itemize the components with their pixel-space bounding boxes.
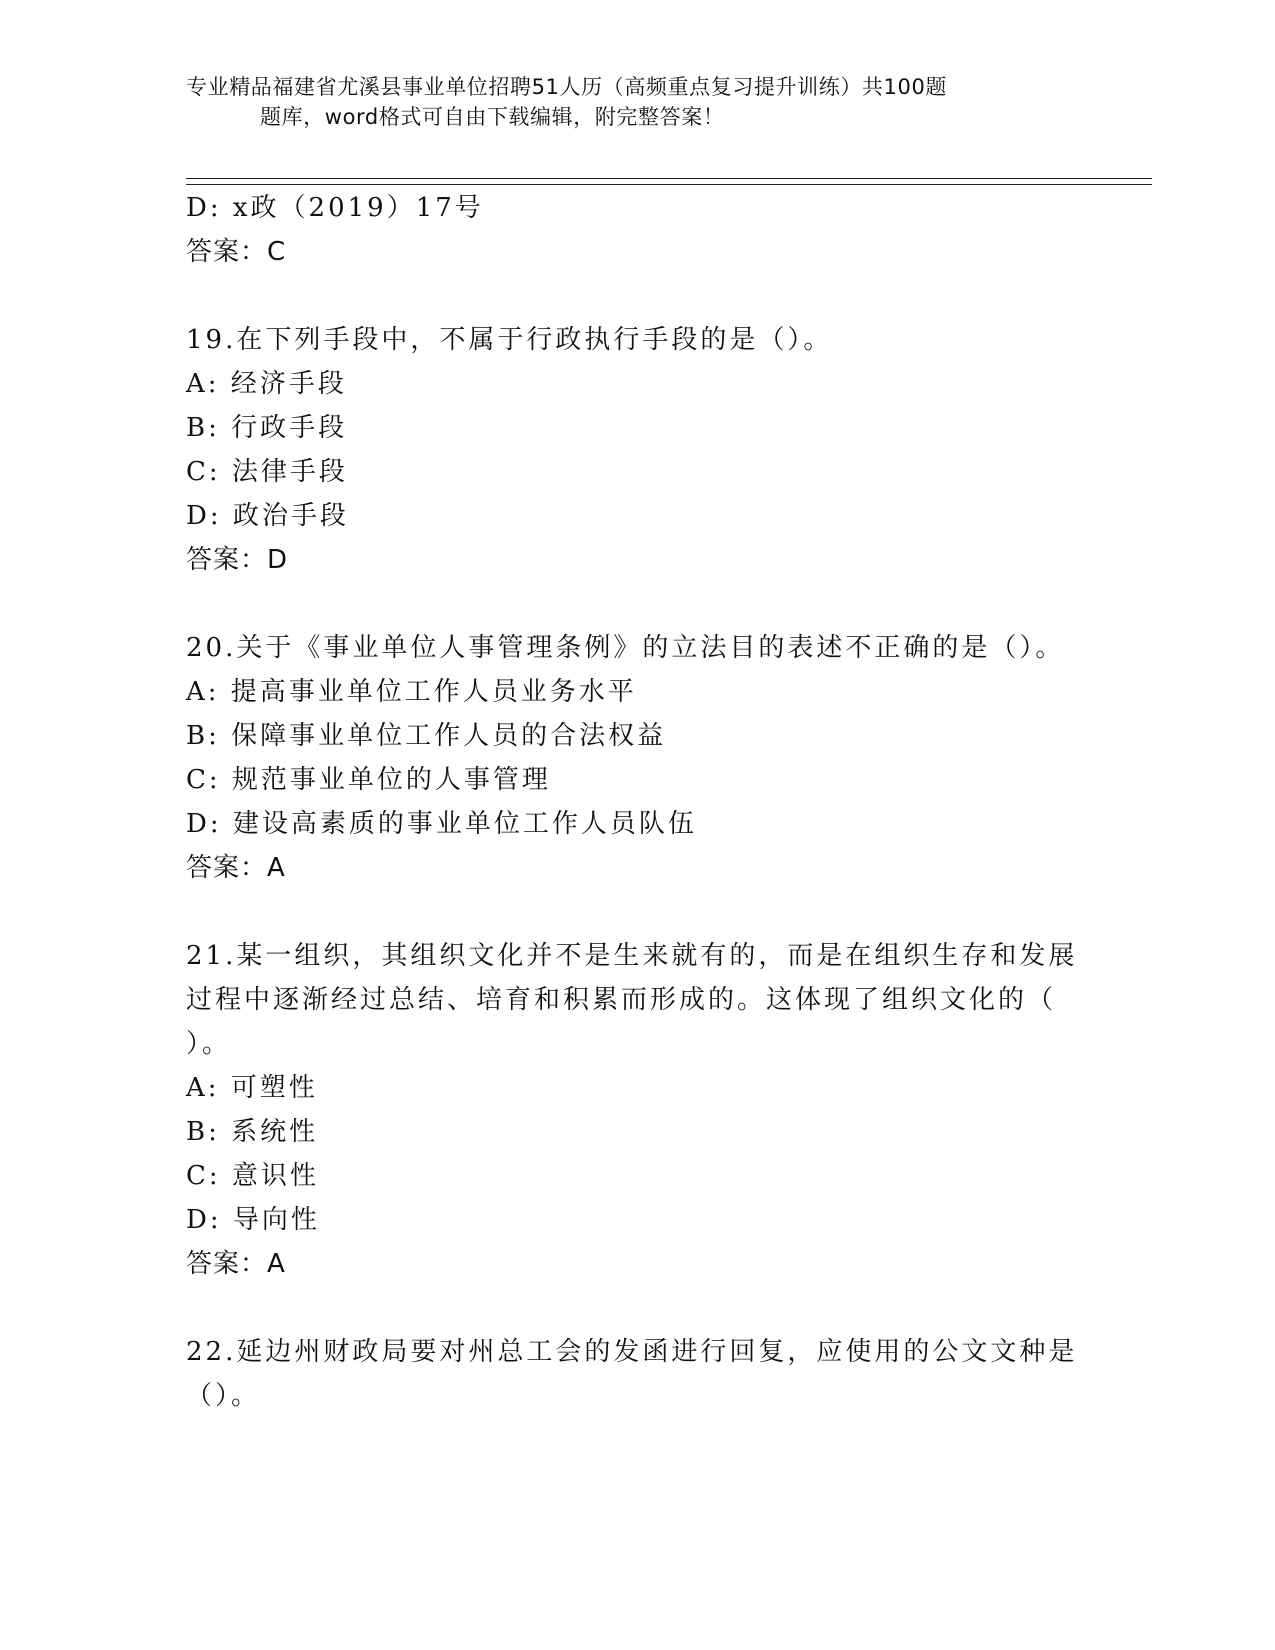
- q19-option-d: D: 政治手段: [186, 501, 349, 531]
- q22-stem-line2: （）。: [186, 1381, 261, 1411]
- q21-option-a: A: 可塑性: [186, 1073, 318, 1103]
- document-header: [186, 72, 1066, 132]
- q21-answer: 答案：A: [186, 1249, 286, 1279]
- q22-stem-line1: 22.延边州财政局要对州总工会的发函进行回复，应使用的公文文种是: [186, 1337, 1078, 1367]
- q20-option-b: B: 保障事业单位工作人员的合法权益: [186, 721, 667, 751]
- q20-stem: 20.关于《事业单位人事管理条例》的立法目的表述不正确的是（）。: [186, 633, 1065, 663]
- q18-answer: 答案：C: [186, 237, 287, 267]
- q21-stem-line3: ）。: [186, 1029, 232, 1059]
- q21-stem-line2: 过程中逐渐经过总结、培育和积累而形成的。这体现了组织文化的（: [186, 985, 1057, 1015]
- header-rule-thick: [186, 178, 1152, 179]
- q19-answer: 答案：D: [186, 545, 289, 575]
- q19-option-a: A: 经济手段: [186, 369, 347, 399]
- q21-option-d: D: 导向性: [186, 1205, 320, 1235]
- header-title-line2: 题库，word格式可自由下载编辑，附完整答案！: [260, 105, 725, 129]
- q19-option-c: C: 法律手段: [186, 457, 348, 487]
- q21-option-c: C: 意识性: [186, 1161, 319, 1191]
- q21-stem-line1: 21.某一组织，其组织文化并不是生来就有的，而是在组织生存和发展: [186, 941, 1078, 971]
- q19-option-b: B: 行政手段: [186, 413, 348, 443]
- header-rule-thin: [186, 184, 1152, 185]
- q20-option-a: A: 提高事业单位工作人员业务水平: [186, 677, 637, 707]
- header-title-line1: 专业精品福建省尤溪县事业单位招聘51人历（高频重点复习提升训练）共100题: [186, 75, 948, 99]
- q18-option-d: D: x政（2019）17号: [186, 193, 484, 223]
- q20-answer: 答案：A: [186, 853, 286, 883]
- q19-stem: 19.在下列手段中，不属于行政执行手段的是（）。: [186, 325, 833, 355]
- q21-option-b: B: 系统性: [186, 1117, 319, 1147]
- q20-option-c: C: 规范事业单位的人事管理: [186, 765, 551, 795]
- q20-option-d: D: 建设高素质的事业单位工作人员队伍: [186, 809, 697, 839]
